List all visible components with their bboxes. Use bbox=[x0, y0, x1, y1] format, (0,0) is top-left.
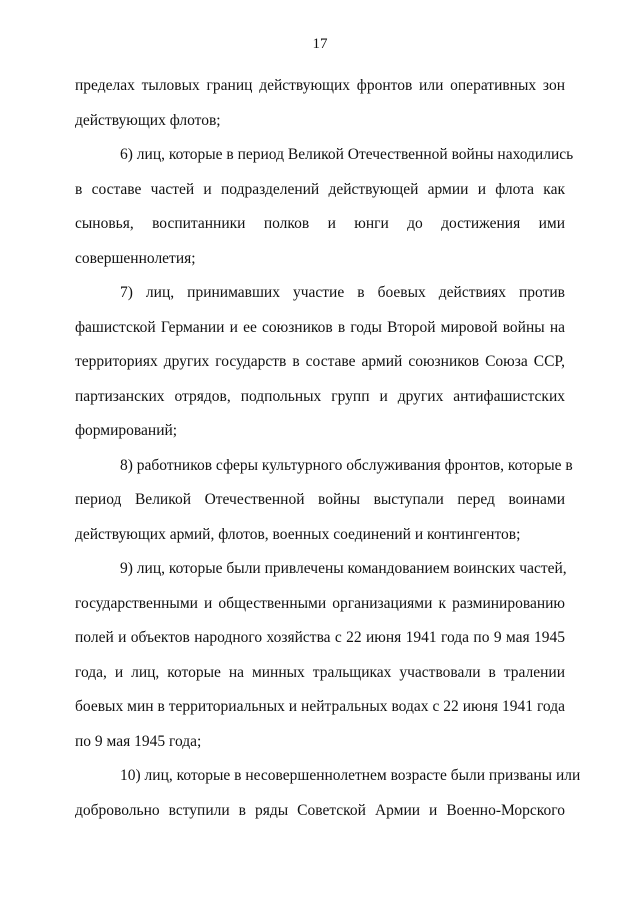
text-line: 7) лиц, принимавших участие в боевых действиях против bbox=[120, 284, 565, 301]
text-line: действующих армий, флотов, военных соединений и контингентов; bbox=[75, 525, 521, 543]
document-body bbox=[75, 72, 581, 831]
text-line: боевых мин в территориальных и нейтральных водах с 22 июня 1941 года bbox=[75, 698, 565, 715]
text-line: полей и объектов народного хозяйства с 22 июня 1941 года по 9 мая 1945 bbox=[75, 629, 565, 646]
text-line: добровольно вступили в ряды Советской Армии и Военно-Морского bbox=[75, 801, 565, 819]
text-line: совершеннолетия; bbox=[75, 249, 196, 267]
text-line: по 9 мая 1945 года; bbox=[75, 732, 202, 750]
text-line: государственными и общественными организациями к разминированию bbox=[75, 594, 565, 612]
text-line: территориях других государств в составе армий союзников Союза ССР, bbox=[75, 353, 565, 370]
text-line: партизанских отрядов, подпольных групп и других антифашистских bbox=[75, 387, 565, 405]
text-line: 10) лиц, которые в несовершеннолетнем возрасте были призваны или bbox=[120, 767, 581, 784]
text-line: сыновья, воспитанники полков и юнги до достижения ими bbox=[75, 215, 565, 232]
text-line: пределах тыловых границ действующих фронтов или оперативных зон bbox=[75, 77, 565, 94]
text-line: период Великой Отечественной войны выступали перед воинами bbox=[75, 491, 565, 508]
text-line: года, и лиц, которые на минных тральщиках участвовали в тралении bbox=[75, 663, 565, 681]
text-line: 8) работников сферы культурного обслуживания фронтов, которые в bbox=[120, 456, 573, 474]
text-line: действующих флотов; bbox=[75, 111, 221, 129]
text-line: формирований; bbox=[75, 422, 178, 439]
text-line: 6) лиц, которые в период Великой Отечественной войны находились bbox=[120, 146, 574, 163]
text-line: 9) лиц, которые были привлечены командованием воинских частей, bbox=[120, 560, 567, 577]
text-line: в составе частей и подразделений действующей армии и флота как bbox=[75, 180, 565, 198]
text-line: фашистской Германии и ее союзников в годы Второй мировой войны на bbox=[75, 318, 565, 336]
page-number: 17 bbox=[312, 36, 328, 52]
